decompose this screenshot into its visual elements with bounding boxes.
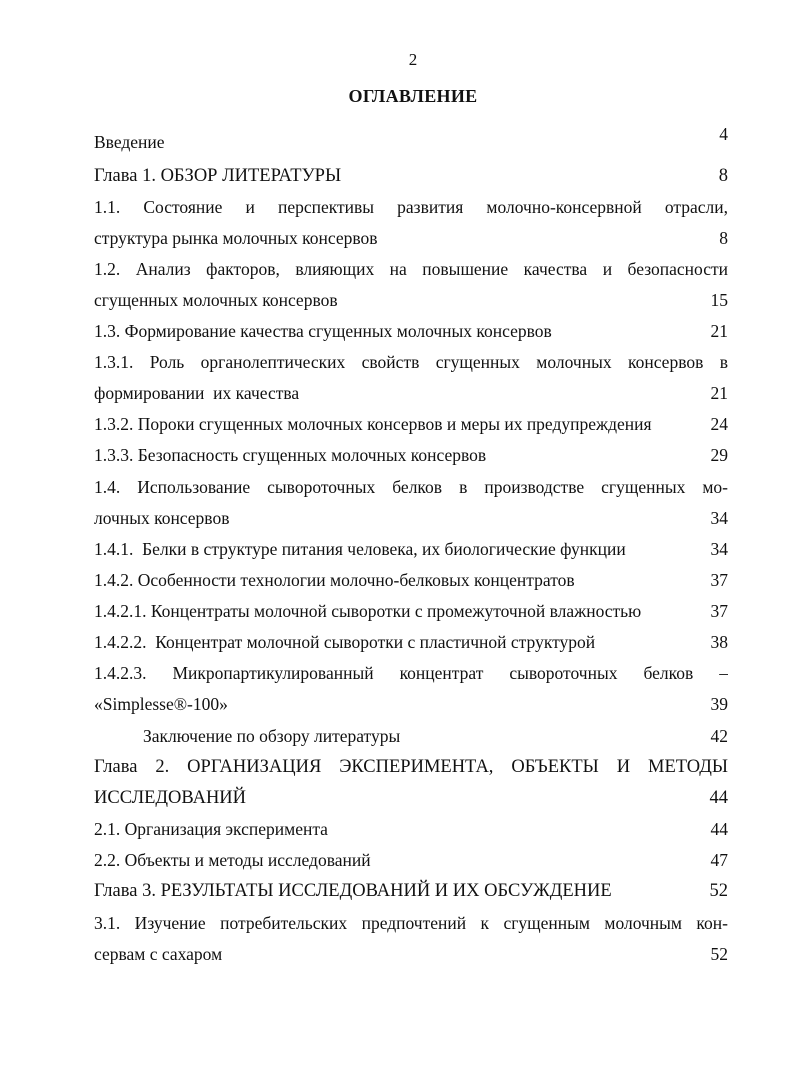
toc-entry-page: 39 [710,694,728,714]
toc-entry-text-line: ИССЛЕДОВАНИЙ [94,788,247,808]
page-number: 2 [408,50,418,69]
toc-entry-text-line: 1.3.1. Роль органолептических свойств сгущенных молочных консервов в [94,352,728,372]
toc-entry-chapter-1[interactable] [94,161,728,192]
toc-entry-3-1[interactable] [94,908,728,970]
toc-entry-text-line: структура рынка молочных консервов [94,228,378,248]
page-title: ОГЛАВЛЕНИЕ [348,86,478,106]
toc-entry-text-line: 1.2. Анализ факторов, влияющих на повышение качества и безопасности [94,259,728,279]
toc-entry-text-line: 1.4.2.3. Микропартикулированный концентрат сывороточных белков – [94,663,728,683]
toc-entry-1-3[interactable] [94,316,728,347]
toc-entry-chapter-3[interactable] [94,876,728,907]
toc-entry-2-1[interactable] [94,814,728,845]
toc-entry-text-line: 1.4. Использование сывороточных белков в производстве сгущенных мо- [94,477,728,497]
toc-entry-text: 1.4.2. Особенности технологии молочно-белковых концентратов [94,570,575,590]
toc-entry-text: 1.4.2.2. Концентрат молочной сыворотки с пластичной структурой [94,632,596,652]
toc-entry-text: 1.4.2.1. Концентраты молочной сыворотки с промежуточной влажностью [94,601,642,621]
toc-entry-2-2[interactable] [94,845,728,876]
toc-entry-1-4-2-2[interactable] [94,627,728,658]
toc-entry-page: 4 [719,124,728,144]
toc-entry-introduction[interactable] [94,124,728,158]
toc-entry-page: 44 [710,819,728,839]
toc-entry-1-1[interactable] [94,192,728,254]
toc-entry-1-4-2-1[interactable] [94,596,728,627]
toc-entry-1-4-1[interactable] [94,534,728,565]
toc-entry-text-line: 3.1. Изучение потребительских предпочтений к сгущенным молочным кон- [94,913,728,933]
toc-entry-page: 34 [710,508,728,528]
toc-entry-1-3-3[interactable] [94,440,728,471]
toc-entry-1-2[interactable] [94,254,728,316]
toc-entry-1-4-2[interactable] [94,565,728,596]
toc-entry-text-line: «Simplesse®-100» [94,694,228,714]
toc-entry-1-4-2-3[interactable] [94,658,728,720]
toc-entry-text-line: 1.1. Состояние и перспективы развития молочно-консервной отрасли, [94,197,728,217]
toc-entry-text-line: сервам с сахаром [94,944,223,964]
toc-entry-page: 52 [710,944,728,964]
toc-entry-page: 52 [709,881,728,901]
toc-entry-page: 29 [710,445,728,465]
toc-entry-1-3-1[interactable] [94,347,728,409]
toc-entry-text: 1.3. Формирование качества сгущенных молочных консервов [94,321,552,341]
toc-entry-page: 24 [710,414,728,434]
toc-entry-page: 42 [710,726,728,746]
toc-entry-text: 1.3.2. Пороки сгущенных молочных консервов и меры их предупреждения [94,414,652,434]
toc-entry-page: 37 [710,570,728,590]
toc-entry-text-line: формировании их качества [94,383,300,403]
toc-entry-text: Глава 3. РЕЗУЛЬТАТЫ ИССЛЕДОВАНИЙ И ИХ ОБСУЖДЕНИЕ [94,881,612,901]
toc-entry-page: 8 [719,228,728,248]
toc-entry-page: 34 [710,539,728,559]
toc-entry-text: 1.3.3. Безопасность сгущенных молочных консервов [94,445,487,465]
toc-entry-page: 37 [710,601,728,621]
toc-entry-text-line: лочных консервов [94,508,230,528]
toc-entry-text-line: сгущенных молочных консервов [94,290,338,310]
toc-entry-text: Введение [94,132,165,152]
toc-entry-text: 2.1. Организация эксперимента [94,819,328,839]
toc-entry-page: 47 [710,850,728,870]
toc-entry-text: 1.4.1. Белки в структуре питания человека, их биологические функции [94,539,626,559]
toc-entry-text: Глава 1. ОБЗОР ЛИТЕРАТУРЫ [94,166,342,186]
toc-entry-conclusion[interactable] [143,721,728,752]
toc-entry-page: 21 [710,383,728,403]
toc-entry-1-3-2[interactable] [94,409,728,440]
toc-entry-page: 44 [709,788,728,808]
toc-entry-page: 15 [710,290,728,310]
toc-entry-1-4[interactable] [94,472,728,534]
toc-entry-text: Заключение по обзору литературы [143,726,401,746]
toc-entry-text-line: Глава 2. ОРГАНИЗАЦИЯ ЭКСПЕРИМЕНТА, ОБЪЕКТЫ И МЕТОДЫ [94,757,728,777]
toc-entry-page: 38 [710,632,728,652]
toc-entry-chapter-2[interactable] [94,752,728,814]
toc-entry-text: 2.2. Объекты и методы исследований [94,850,371,870]
toc-entry-page: 21 [710,321,728,341]
toc-entry-page: 8 [718,166,728,186]
